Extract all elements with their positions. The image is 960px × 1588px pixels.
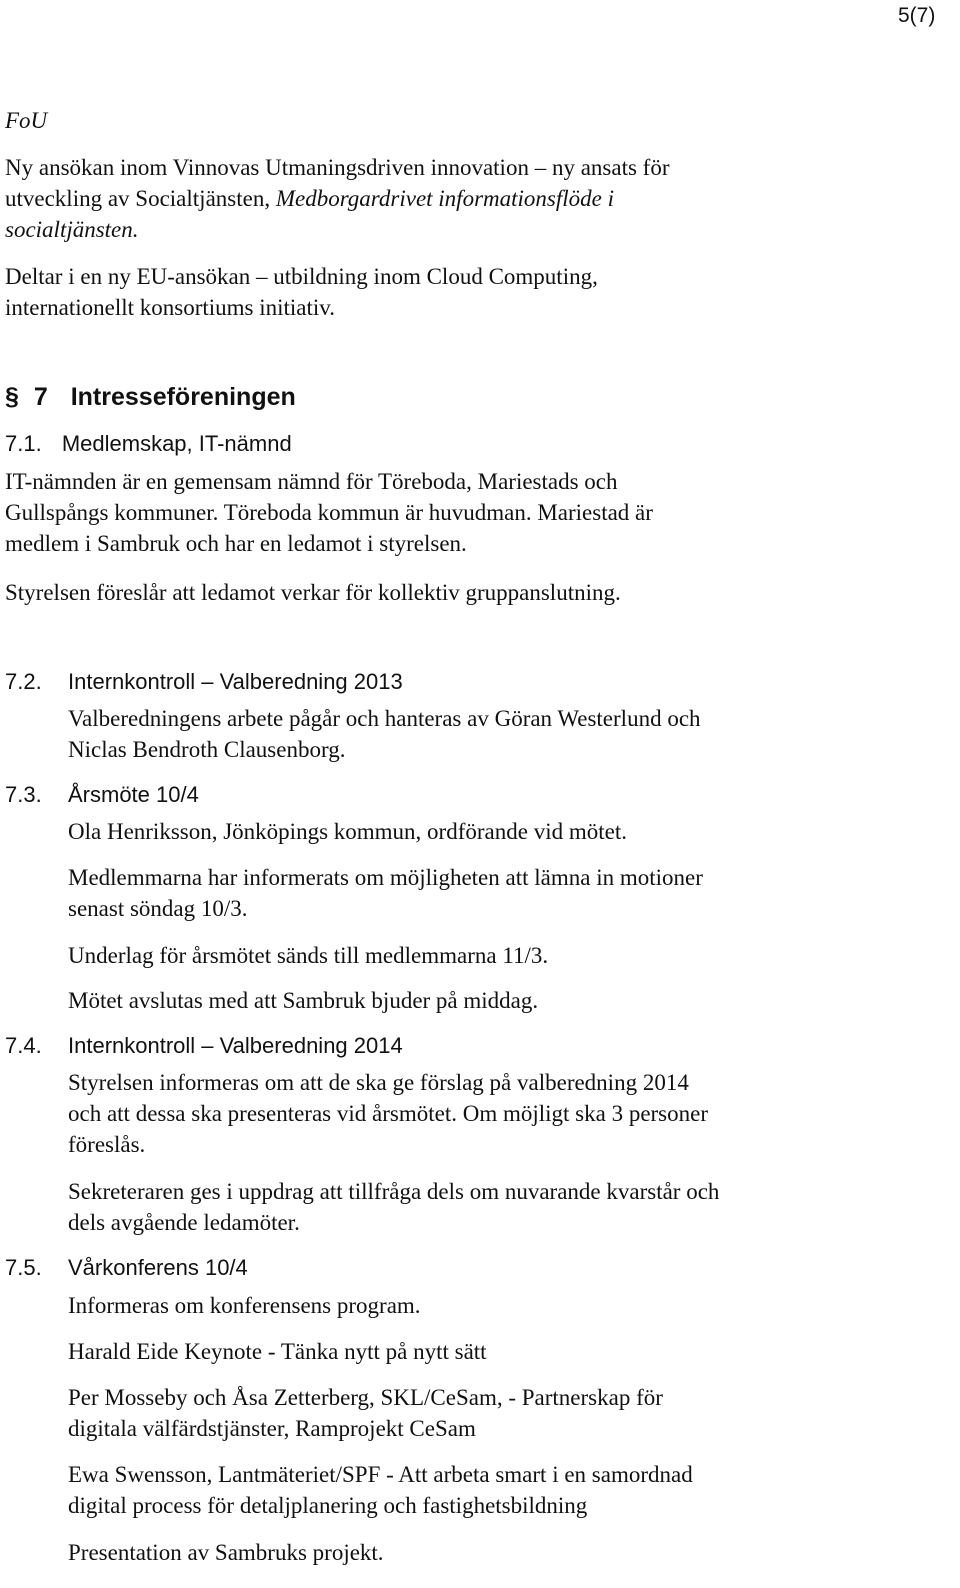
s71-line-1: IT-nämnden är en gemensam nämnd för Töreboda, Mariestads och	[5, 469, 618, 494]
s75-p3	[68, 1382, 663, 1444]
s72-line-1: Valberedningens arbete pågår och hanteras av Göran Westerlund och	[68, 706, 701, 731]
fou-paragraph-1	[5, 152, 669, 245]
s75-p4-line-2: digital process för detaljplanering och fastighetsbildning	[68, 1493, 588, 1518]
s71-title: Medlemskap, IT-nämnd	[61, 431, 292, 456]
s73-p4: Mötet avslutas med att Sambruk bjuder på middag.	[68, 988, 539, 1013]
section-number: 7	[33, 383, 48, 411]
section-symbol: §	[5, 383, 19, 411]
s75-p3-line-2: digitala välfärdstjänster, Ramprojekt CeSam	[68, 1416, 476, 1441]
fou-para1-line2-plain: utveckling av Socialtjänsten,	[5, 186, 276, 211]
s72-line-2: Niclas Bendroth Clausenborg.	[68, 737, 346, 762]
section-title: Intresseföreningen	[70, 383, 296, 411]
s72-body	[68, 703, 701, 765]
s73-number: 7.3.	[5, 782, 42, 807]
s75-title: Vårkonferens 10/4	[68, 1255, 248, 1280]
s73-p2	[68, 862, 703, 924]
s72-number: 7.2.	[5, 669, 42, 694]
fou-paragraph-2	[5, 261, 598, 323]
fou-para1-line3: socialtjänsten.	[5, 217, 139, 242]
page-number: 5(7)	[898, 4, 936, 27]
s72-title: Internkontroll – Valberedning 2013	[68, 669, 403, 694]
fou-heading: FoU	[5, 108, 48, 133]
section-7-heading	[5, 383, 296, 412]
s73-title: Årsmöte 10/4	[68, 782, 199, 807]
fou-para2-line1: Deltar i en ny EU-ansökan – utbildning inom Cloud Computing,	[5, 264, 598, 289]
s74-title: Internkontroll – Valberedning 2014	[68, 1033, 403, 1058]
s71-line-2: Gullspångs kommuner. Töreboda kommun är huvudman. Mariestad är	[5, 500, 653, 525]
fou-para2-line2: internationellt konsortiums initiativ.	[5, 295, 336, 320]
s71-heading	[5, 430, 292, 458]
fou-para1-line2	[5, 183, 669, 214]
s71-line-3: medlem i Sambruk och har en ledamot i styrelsen.	[5, 531, 467, 556]
fou-para1-line1: Ny ansökan inom Vinnovas Utmaningsdriven innovation – ny ansats för	[5, 155, 670, 180]
s73-p2-line-1: Medlemmarna har informerats om möjligheten att lämna in motioner	[68, 865, 703, 890]
s74-p2-line-1: Sekreteraren ges i uppdrag att tillfråga dels om nuvarande kvarstår och	[68, 1179, 720, 1204]
s74-p1-line-2: och att dessa ska presenteras vid årsmötet. Om möjligt ska 3 personer	[68, 1101, 709, 1126]
s74-p1	[68, 1067, 708, 1160]
s74-p2	[68, 1176, 719, 1238]
s71-body	[5, 466, 653, 559]
s75-p2: Harald Eide Keynote - Tänka nytt på nytt sätt	[68, 1339, 487, 1364]
s75-p3-line-1: Per Mosseby och Åsa Zetterberg, SKL/CeSam, - Partnerskap för	[68, 1385, 663, 1410]
s73-p3: Underlag för årsmötet sänds till medlemmarna 11/3.	[68, 943, 549, 968]
s74-number: 7.4.	[5, 1033, 42, 1058]
s74-p1-line-3: föreslås.	[68, 1132, 146, 1157]
s73-p2-line-2: senast söndag 10/3.	[68, 896, 248, 921]
fou-para1-line2-italic: Medborgardrivet informationsflöde i	[275, 186, 614, 211]
s74-p2-line-2: dels avgående ledamöter.	[68, 1210, 300, 1235]
s75-p4-line-1: Ewa Swensson, Lantmäteriet/SPF - Att arbeta smart i en samordnad	[68, 1462, 693, 1487]
s75-number: 7.5.	[5, 1255, 42, 1280]
s74-p1-line-1: Styrelsen informeras om att de ska ge förslag på valberedning 2014	[68, 1070, 689, 1095]
s71-number: 7.1.	[5, 431, 42, 456]
s73-p1: Ola Henriksson, Jönköpings kommun, ordförande vid mötet.	[68, 819, 627, 844]
s75-p1: Informeras om konferensens program.	[68, 1293, 421, 1318]
s75-p4	[68, 1459, 693, 1521]
s71-proposal: Styrelsen föreslår att ledamot verkar för kollektiv gruppanslutning.	[5, 580, 621, 605]
s75-p5: Presentation av Sambruks projekt.	[68, 1540, 384, 1565]
